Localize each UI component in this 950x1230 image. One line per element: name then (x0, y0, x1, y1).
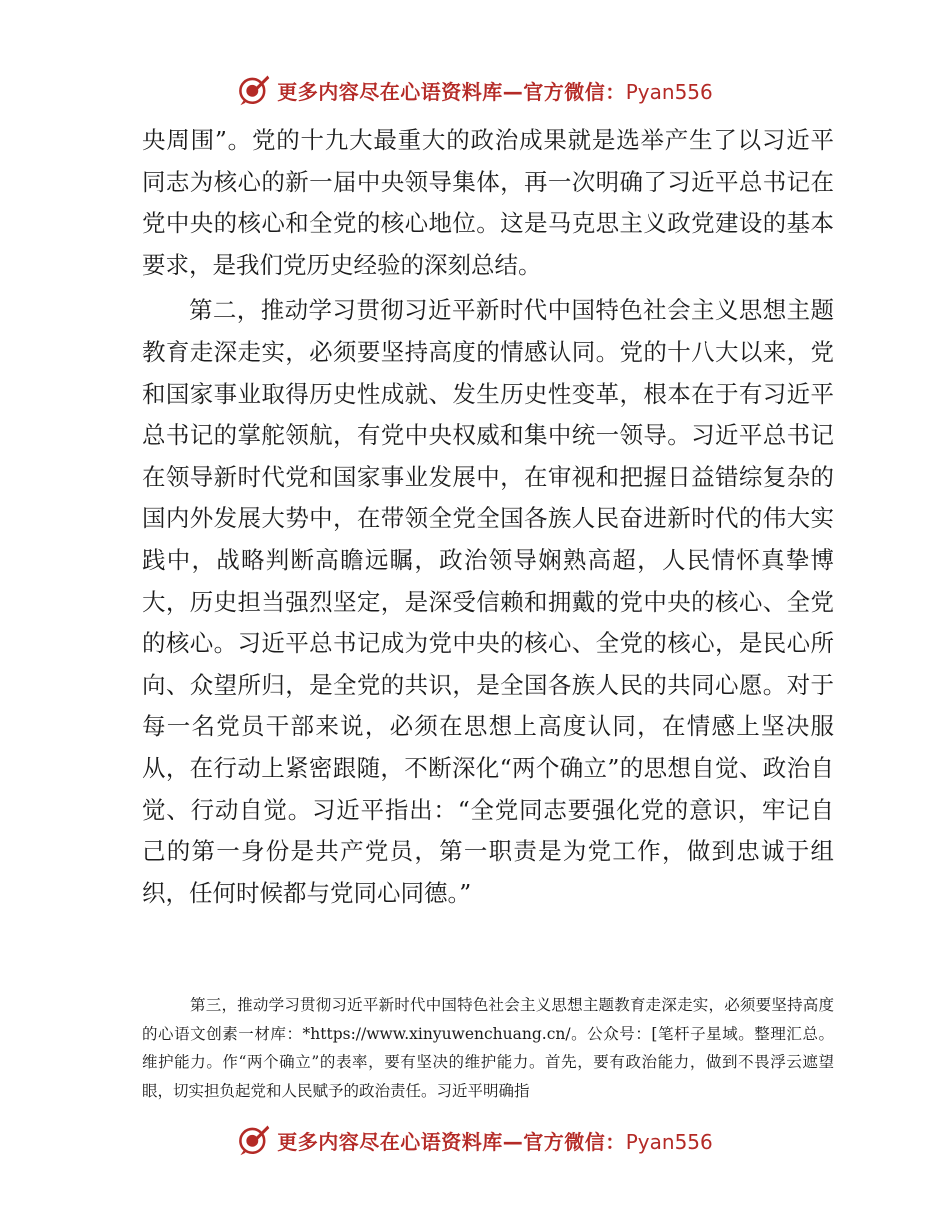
paragraph-second: 第二，推动学习贯彻习近平新时代中国特色社会主义思想主题教育走深走实，必须要坚持高度的情感认同。党的十八大以来，党和国家事业取得历史性成就、发生历史性变革，根本在于有习近平总书记的掌舵领航，有党中央权威和集中统一领导。习近平总书记在领导新时代党和国家事业发展中，在审视和把握日益错综复杂的国内外发展大势中，在带领全党全国各族人民奋进新时代的伟大实践中，战略判断高瞻远瞩，政治领导娴熟高超，人民情怀真挚博大，历史担当强烈坚定，是深受信赖和拥戴的党中央的核心、全党的核心。习近平总书记成为党中央的核心、全党的核心，是民心所向、众望所归，是全党的共识，是全国各族人民的共同心愿。对于每一名党员干部来说，必须在思想上高度认同，在情感上坚决服从，在行动上紧密跟随，不断深化“两个确立”的思想自觉、政治自觉、行动自觉。习近平指出：“全党同志要强化党的意识，牢记自己的第一身份是共产党员，第一职责是为党工作，做到忠诚于组织，任何时候都与党同心同德。” (142, 296, 834, 907)
main-body (142, 120, 834, 914)
pen-logo-icon (237, 1123, 271, 1157)
paragraph-third: 第三，推动学习贯彻习近平新时代中国特色社会主义思想主题教育走深走实，必须要坚持高度的心语文创素一材库：*https://www.xinyuwenchuang.cn/。公众号：[笔杆子星域。整理汇总。维护能力。作“两个确立”的表率，要有坚决的维护能力。首先，要有政治能力，做到不畏浮云遮望眼，切实担负起党和人民赋予的政治责任。习近平明确指 (142, 996, 834, 1100)
wechat-id: Pyan556 (625, 79, 713, 104)
banner-text: 更多内容尽在心语资料库—官方微信：Pyan556 (277, 1129, 713, 1154)
wechat-id: Pyan556 (625, 1129, 713, 1154)
header-banner (0, 68, 950, 112)
pen-logo-icon (237, 73, 271, 107)
footer-banner (0, 1118, 950, 1162)
small-body (142, 991, 834, 1105)
paragraph-continuation: 央周围”。党的十九大最重大的政治成果就是选举产生了以习近平同志为核心的新一届中央领导集体，再一次明确了习近平总书记在党中央的核心和全党的核心地位。这是马克思主义政党建设的基本要求，是我们党历史经验的深刻总结。 (142, 126, 834, 279)
banner-text: 更多内容尽在心语资料库—官方微信：Pyan556 (277, 79, 713, 104)
